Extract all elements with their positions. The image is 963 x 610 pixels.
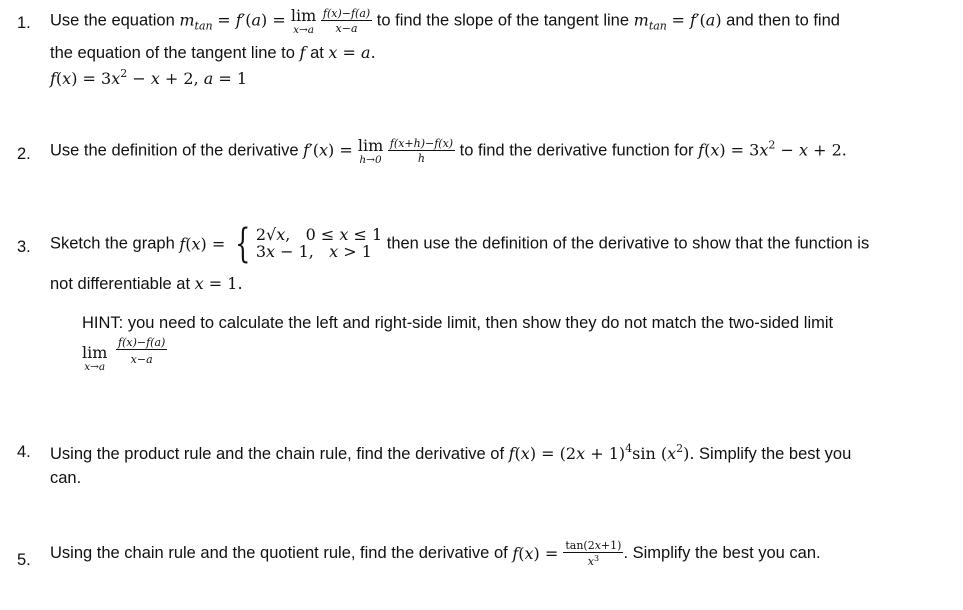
problem-1-line-2: the equation of the tangent line to f at x = a. — [50, 43, 376, 62]
problem-text: then use the definition of the derivative to show that the function is — [386, 234, 870, 253]
problem-text: . Simplify the best you can. — [623, 544, 821, 562]
problem-text: not differentiable at — [50, 275, 191, 293]
problem-number: 4. — [17, 443, 31, 461]
problem-number: 3. — [17, 238, 31, 256]
problem-number: 2. — [17, 145, 31, 163]
problem-number: 5. — [17, 551, 31, 569]
problem-text: at — [310, 44, 324, 62]
problem-number: 1. — [17, 14, 31, 32]
problem-text: to find the derivative function for — [459, 141, 694, 160]
problem-5-line-1: Using the chain rule and the quotient rule, find the derivative of f(x) = $\frac{\tan(2x+1)}{x^3}$ . Simplify the best you can. — [50, 539, 821, 568]
problem-text: Use the definition of the derivative — [50, 141, 299, 160]
problem-text: Using the chain rule and the quotient rule, find the derivative of — [50, 544, 508, 562]
problem-text: to find the slope of the tangent line — [376, 11, 630, 30]
problem-3-line-1: Sketch the graph f(x) = { 2√x, 0 ≤ x ≤ 1 3x − 1, x > 1 then use the definition of the derivative to show that the function is — [50, 221, 870, 267]
problem-text: Use the equation — [50, 11, 175, 30]
problem-text: Using the product rule and the chain rule, find the derivative of — [50, 445, 505, 463]
problem-text: and then to find — [726, 11, 840, 30]
problem-1-function: $f(x) = 3x^2 - x + 2$, a = 1 — [50, 67, 248, 88]
problem-4-line-2: can. — [50, 469, 82, 487]
hint-text: HINT: you need to calculate the left and right-side limit, then show they do not match the two-sided limit — [82, 314, 834, 332]
problem-2-line-1: Use the definition of the derivative f′(x) = lim h→0 $\frac{f(x+h)-f(x)}{h}$ to find the derivative function for $f(x) = 3x^2 - x + 2$. — [50, 136, 847, 166]
piecewise-function: 2√x, 0 ≤ x ≤ 1 3x − 1, x > 1 — [255, 225, 383, 261]
problem-4-line-1: Using the product rule and the chain rule, find the derivative of $f(x) = (2x + 1)^4\sin$ $(x^2)$. Simplify the best you — [50, 442, 852, 463]
problem-text: the equation of the tangent line to — [50, 44, 295, 62]
problem-1-line-1: Use the equation $m_{tan} = f'(a)$ = lim x→a $\frac{f(x)-f(a)}{x-a}$ to find the slope of the tangent line $m_{tan} = f'(a)$ and then to find — [50, 6, 840, 36]
problem-text: Simplify the best you — [699, 445, 852, 463]
problem-text: Sketch the graph — [50, 234, 175, 253]
problem-3-line-2: not differentiable at x = 1. — [50, 274, 243, 293]
hint-limit: lim x→a $\frac{f(x)-f(a)}{x-a}$ — [82, 336, 166, 373]
